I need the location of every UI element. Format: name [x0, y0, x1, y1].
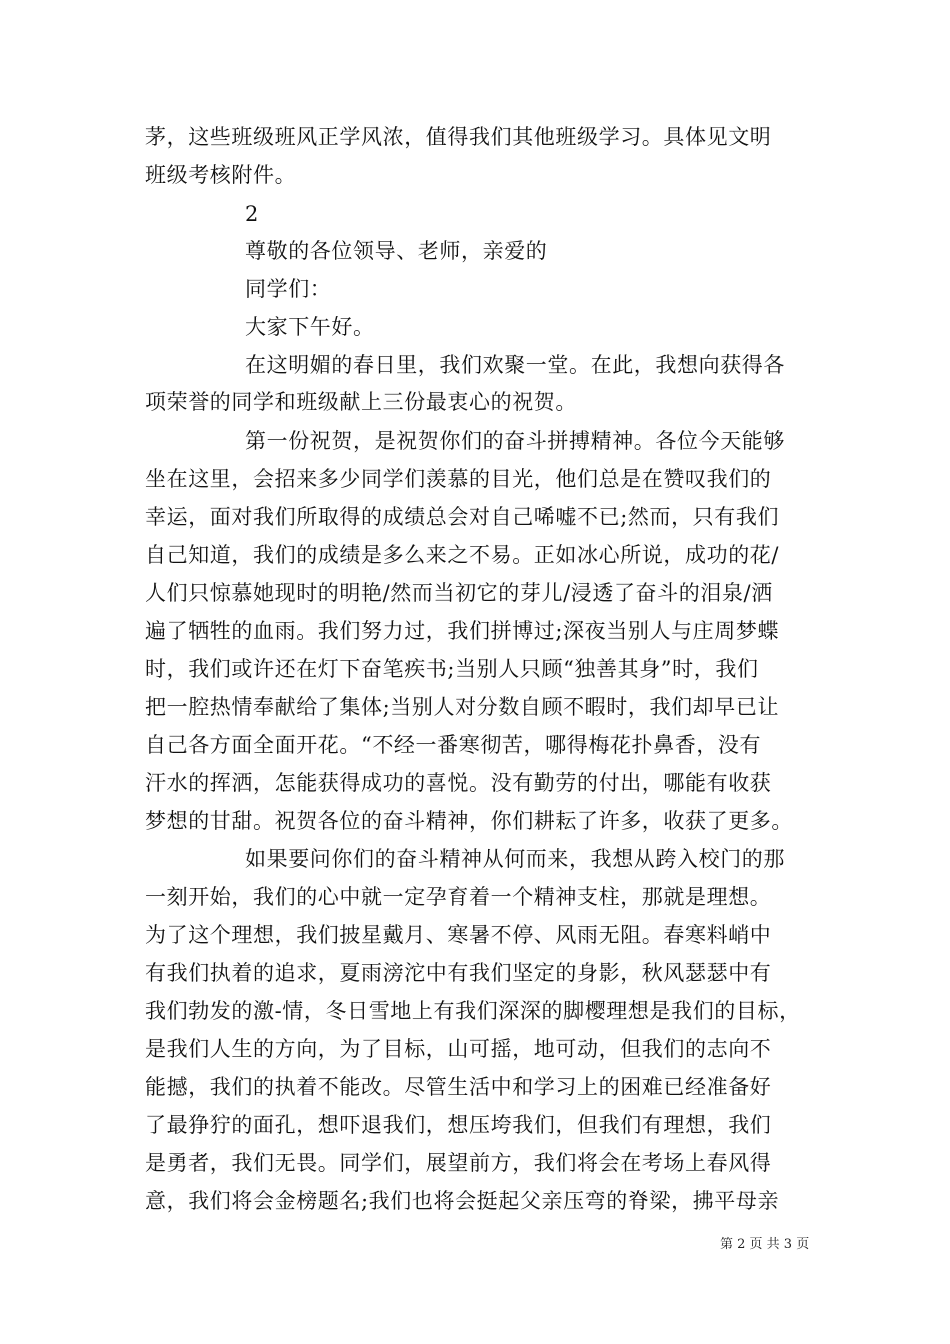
text-line: 自己各方面全面开花。“不经一番寒彻苦，哪得梅花扑鼻香，没有: [145, 733, 762, 757]
text-line: 幸运，面对我们所取得的成绩总会对自己唏嘘不已;然而，只有我们: [145, 505, 780, 529]
section-number: 2: [245, 202, 259, 226]
text-line: 坐在这里，会招来多少同学们羡慕的目光，他们总是在赞叹我们的: [145, 467, 772, 491]
page-number-footer: 第 2 页 共 3 页: [720, 1237, 810, 1252]
text-line: 遍了牺牲的血雨。我们努力过，我们拼博过;深夜当别人与庄周梦蝶: [145, 619, 780, 643]
text-line: 时，我们或许还在灯下奋笔疾书;当别人只顾“独善其身”时，我们: [145, 657, 759, 681]
text-line: 班级考核附件。: [145, 163, 297, 187]
text-line: 为了这个理想，我们披星戴月、寒暑不停、风雨无阻。春寒料峭中: [145, 923, 772, 947]
salutation-line: 同学们：: [245, 277, 332, 301]
paragraph-first-line: 如果要问你们的奋斗精神从何而来，我想从跨入校门的那: [245, 847, 785, 871]
salutation-line: 尊敬的各位领导、老师，亲爱的: [245, 239, 548, 263]
text-line: 把一腔热情奉献给了集体;当别人对分数自顾不暇时，我们却早已让: [145, 695, 780, 719]
text-line: 项荣誉的同学和班级献上三份最衷心的祝贺。: [145, 390, 577, 414]
greeting-line: 大家下午好。: [245, 315, 375, 339]
text-line: 意，我们将会金榜题名;我们也将会挺起父亲压弯的脊梁，拂平母亲: [145, 1189, 780, 1213]
text-line: 有我们执着的追求，夏雨滂沱中有我们坚定的身影，秋风瑟瑟中有: [145, 961, 772, 985]
text-line: 茅，这些班级班风正学风浓，值得我们其他班级学习。具体见文明: [145, 125, 772, 149]
text-line: 人们只惊慕她现时的明艳/然而当初它的芽儿/浸透了奋斗的泪泉/洒: [145, 581, 773, 605]
text-line: 梦想的甘甜。祝贺各位的奋斗精神，你们耕耘了许多，收获了更多。: [145, 809, 793, 833]
text-line: 了最狰狞的面孔，想吓退我们，想压垮我们，但我们有理想，我们: [145, 1113, 772, 1137]
text-line: 我们勃发的激-情，冬日雪地上有我们深深的脚樱理想是我们的目标，: [145, 999, 801, 1023]
text-line: 自己知道，我们的成绩是多么来之不易。正如冰心所说，成功的花/: [145, 543, 780, 567]
text-line: 是我们人生的方向，为了目标，山可摇，地可动，但我们的志向不: [145, 1037, 772, 1061]
text-line: 一刻开始，我们的心中就一定孕育着一个精神支柱，那就是理想。: [145, 885, 772, 909]
paragraph-first-line: 第一份祝贺，是祝贺你们的奋斗拼搏精神。各位今天能够: [245, 429, 785, 453]
text-line: 汗水的挥洒，怎能获得成功的喜悦。没有勤劳的付出，哪能有收获: [145, 771, 772, 795]
text-line: 是勇者，我们无畏。同学们，展望前方，我们将会在考场上春风得: [145, 1151, 772, 1175]
text-line: 能撼，我们的执着不能改。尽管生活中和学习上的困难已经准备好: [145, 1075, 772, 1099]
paragraph-first-line: 在这明媚的春日里，我们欢聚一堂。在此，我想向获得各: [245, 353, 785, 377]
